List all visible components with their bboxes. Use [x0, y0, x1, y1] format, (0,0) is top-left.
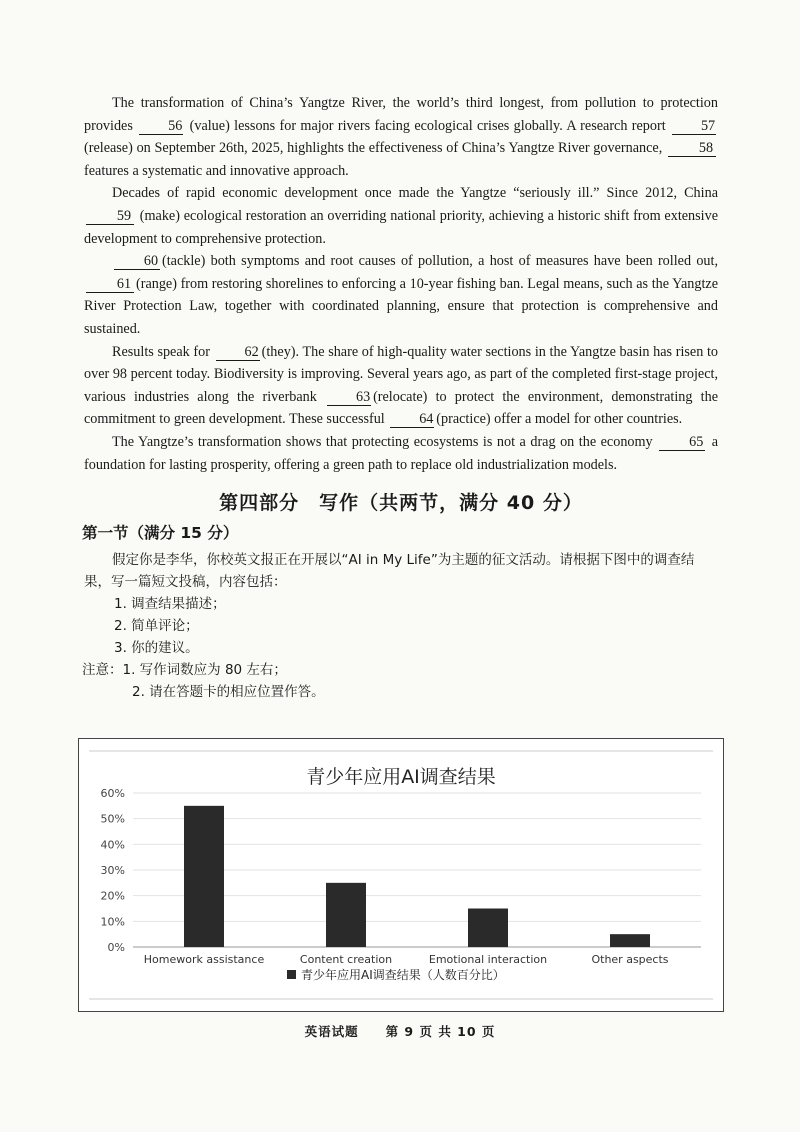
blank-60: 60: [114, 253, 160, 270]
text: features a systematic and innovative approach.: [84, 162, 349, 179]
text: (range) from restoring shorelines to enforcing a 10-year fishing ban. Legal means, such as the Yangtze River Protection Law, together with coordinated planning, ensure that protection is comprehensive and sustained.: [84, 275, 718, 337]
text: Results speak for: [112, 343, 210, 360]
bar: [468, 909, 508, 948]
text: (tackle) both symptoms and root causes of pollution, a host of measures have been rolled out,: [162, 253, 718, 270]
part-title: 第四部分 写作（共两节，满分 40 分）: [219, 492, 583, 515]
section-title: 第一节（满分 15 分）: [82, 524, 239, 543]
y-tick-label: 10%: [100, 915, 125, 929]
chart-x-labels: [144, 953, 669, 966]
prompt-item-3: 3. 你的建议。: [114, 640, 199, 657]
x-tick-label: Emotional interaction: [428, 953, 548, 966]
text: (practice) offer a model for other countries.: [436, 411, 683, 428]
bar: [184, 806, 224, 947]
passage-paragraph-4: [84, 341, 718, 431]
passage-paragraph-5: [84, 431, 718, 476]
legend-label: 青少年应用AI调查结果（人数百分比）: [301, 968, 505, 982]
blank-62: 62: [216, 344, 260, 361]
y-tick-label: 20%: [100, 889, 125, 903]
x-tick-label: Other aspects: [591, 953, 669, 966]
y-tick-label: 50%: [100, 812, 125, 826]
note-2: 2. 请在答题卡的相应位置作答。: [132, 684, 325, 701]
text: (they). The share of high-quality water sections in the Yangtze basin has risen to over 98 percent today. Biodiversity is improving. Several years ago, as part of the completed first-stage project, various industries along the riverbank: [84, 343, 718, 405]
survey-chart: [78, 738, 724, 1012]
writing-prompt: 假定你是李华，你校英文报正在开展以“AI in My Life”为主题的征文活动。请根据下图中的调查结果，写一篇短文投稿，内容包括：: [84, 552, 695, 591]
blank-56: 56: [139, 118, 183, 135]
text: (release) on September 26th, 2025, highlights the effectiveness of China’s Yangtze River governance,: [84, 140, 663, 157]
exam-page: [84, 92, 718, 703]
passage-paragraph-2: [84, 182, 718, 250]
chart-bars: [184, 806, 650, 947]
note-1: 注意：1. 写作词数应为 80 左右；: [82, 662, 287, 679]
text: Decades of rapid economic development once made the Yangtze “seriously ill.” Since 2012, China: [112, 185, 718, 202]
blank-61: 61: [86, 276, 134, 293]
prompt-item-2: 2. 简单评论；: [114, 618, 199, 635]
y-tick-label: 0%: [107, 941, 125, 954]
text: (value) lessons for major rivers facing ecological crises globally. A research report: [189, 117, 666, 134]
blank-57: 57: [672, 118, 716, 135]
blank-65: 65: [659, 434, 705, 451]
passage-paragraph-1: [84, 92, 718, 182]
bar: [610, 934, 650, 947]
y-tick-label: 60%: [100, 787, 125, 800]
text: a foundation for lasting prosperity, offering a green path to replace old industrialization models.: [84, 433, 719, 473]
text: The transformation of China’s Yangtze River, the world’s third longest, from pollution to protection provides: [84, 95, 718, 134]
chart-legend: [287, 967, 505, 982]
text: (relocate) to protect the environment, demonstrating the commitment to green development. These successful: [84, 388, 718, 428]
x-tick-label: Homework assistance: [143, 953, 265, 966]
bar: [326, 883, 366, 947]
text: (make) ecological restoration an overriding national priority, achieving a historic shift from extensive development to comprehensive protection.: [84, 207, 719, 247]
chart-title: 青少年应用AI调查结果: [306, 766, 496, 788]
blank-63: 63: [327, 389, 371, 406]
blank-59: 59: [86, 208, 134, 225]
page-footer: 英语试题 第 9 页 共 10 页: [304, 1024, 496, 1039]
blank-64: 64: [390, 411, 434, 428]
text: The Yangtze’s transformation shows that protecting ecosystems is not a drag on the economy: [112, 433, 653, 450]
prompt-item-1: 1. 调查结果描述；: [114, 596, 226, 613]
chart-svg: [79, 739, 723, 1011]
x-tick-label: Content creation: [299, 953, 393, 966]
legend-swatch: [287, 970, 296, 979]
passage-paragraph-3: [84, 250, 718, 340]
y-tick-label: 40%: [100, 838, 125, 852]
y-tick-label: 30%: [100, 864, 125, 877]
blank-58: 58: [668, 140, 716, 157]
chart-y-ticks: [101, 787, 125, 954]
